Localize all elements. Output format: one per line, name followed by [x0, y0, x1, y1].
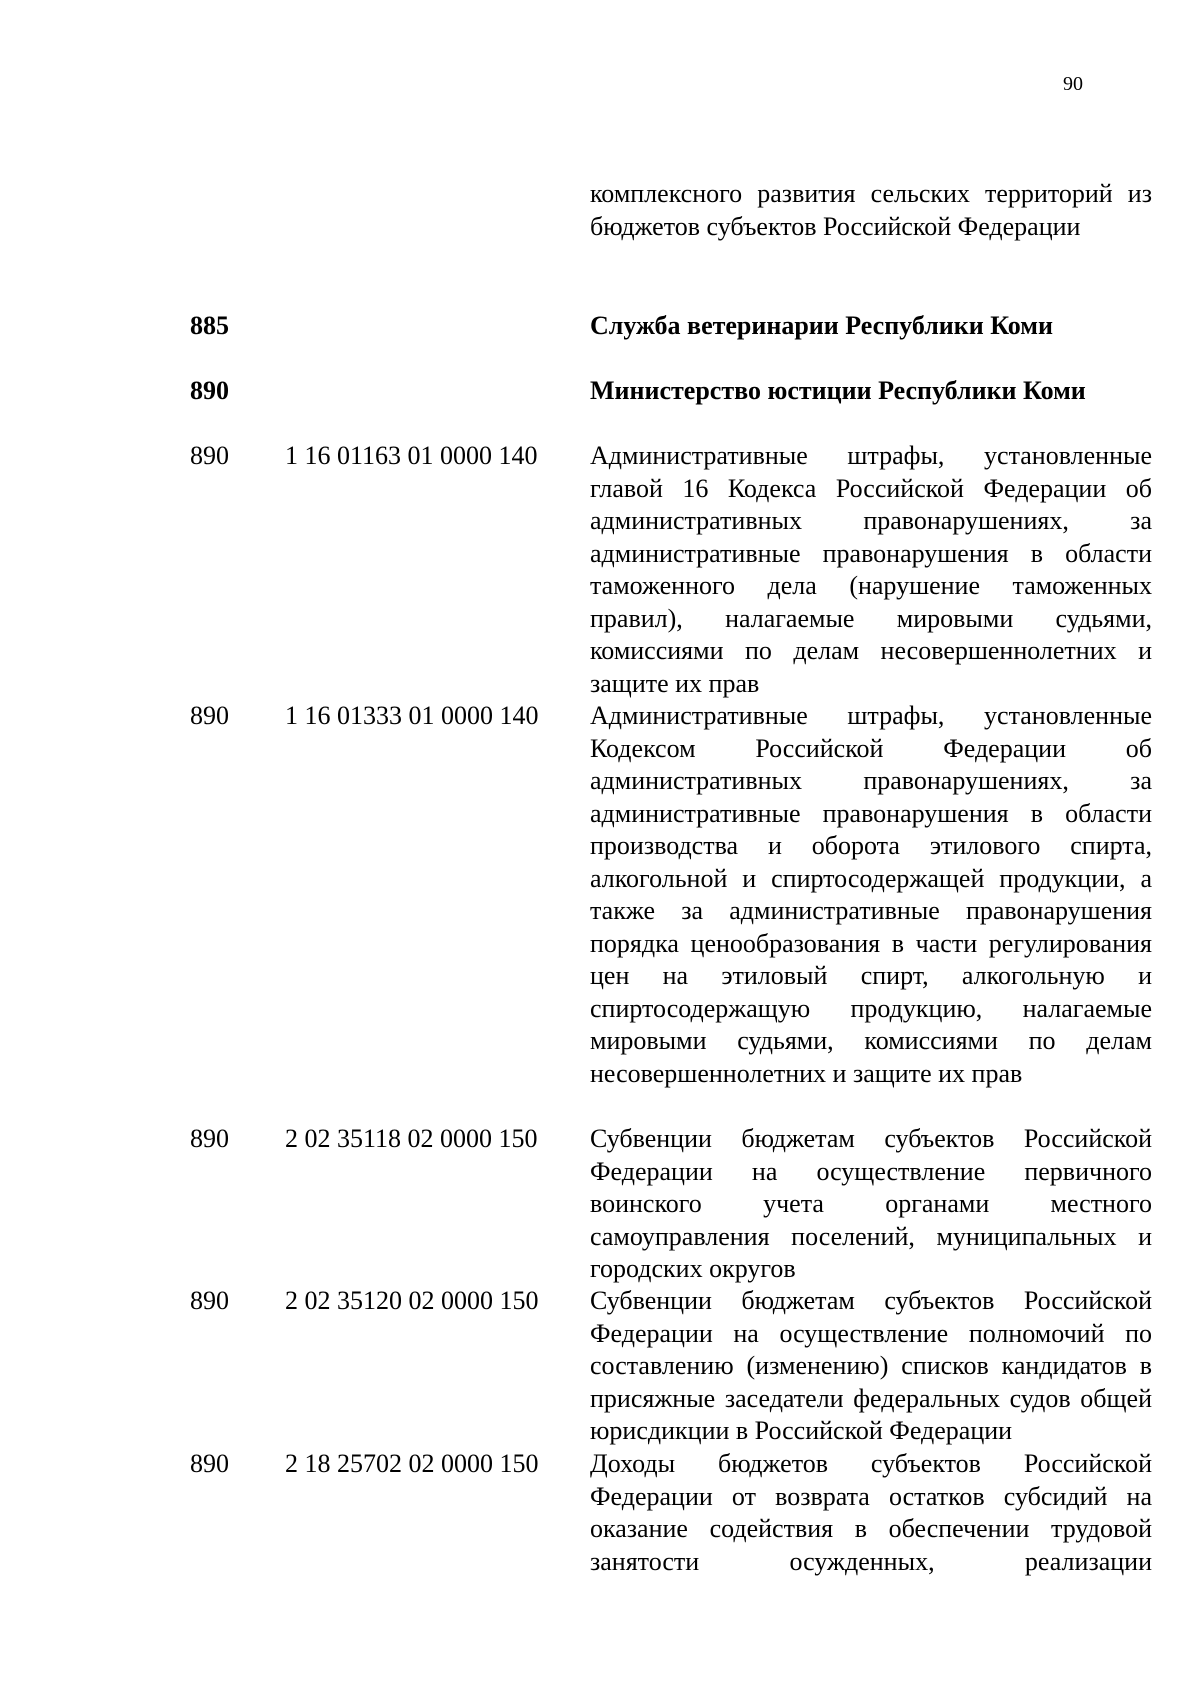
heading-admin-code: 890 — [190, 376, 229, 405]
continuation-description: комплексного развития сельских территорий из бюджетов субъектов Российской Федерации — [590, 179, 1152, 241]
row-admin-code: 890 — [190, 441, 229, 470]
row-income-code: 2 02 35118 02 0000 150 — [285, 1124, 538, 1153]
row-admin-code: 890 — [190, 701, 229, 730]
row-description: Субвенции бюджетам субъектов Российской Федерации на осуществление первичного воинского учета органами местного самоуправления поселений, муниципальных и городских округов — [590, 1124, 1152, 1283]
page-number: 90 — [1063, 73, 1083, 95]
row-income-code: 1 16 01333 01 0000 140 — [285, 701, 539, 730]
heading-title: Служба ветеринарии Республики Коми — [590, 311, 1053, 340]
heading-admin-code: 885 — [190, 311, 229, 340]
row-description: Субвенции бюджетам субъектов Российской Федерации на осуществление полномочий по составлению (изменению) списков кандидатов в присяжные заседатели федеральных судов общей юрисдикции в Российской Федерации — [590, 1286, 1152, 1445]
row-description: Административные штрафы, установленные главой 16 Кодекса Российской Федерации об административных правонарушениях, за административные правонарушения в области таможенного дела (нарушение таможенных правил), налагаемые мировыми судьями, комиссиями по делам несовершеннолетних и защите их прав — [590, 441, 1152, 698]
row-income-code: 2 02 35120 02 0000 150 — [285, 1286, 539, 1315]
row-description: Административные штрафы, установленные Кодексом Российской Федерации об административных правонарушениях, за административные правонарушения в области производства и оборота этилового спирта, алкогольной и спиртосодержащей продукции, а также за административные правонарушения порядка ценообразования в части регулирования цен на этиловый спирт, алкогольную и спиртосодержащую продукцию, налагаемые мировыми судьями, комиссиями по делам несовершеннолетних и защите их прав — [590, 701, 1152, 1088]
row-income-code: 1 16 01163 01 0000 140 — [285, 441, 538, 470]
row-admin-code: 890 — [190, 1449, 229, 1478]
row-admin-code: 890 — [190, 1286, 229, 1315]
row-admin-code: 890 — [190, 1124, 229, 1153]
row-income-code: 2 18 25702 02 0000 150 — [285, 1449, 539, 1478]
heading-title: Министерство юстиции Республики Коми — [590, 376, 1086, 405]
row-description: Доходы бюджетов субъектов Российской Федерации от возврата остатков субсидий на оказание содействия в обеспечении трудовой занятости осужденных, реализации — [590, 1449, 1152, 1576]
